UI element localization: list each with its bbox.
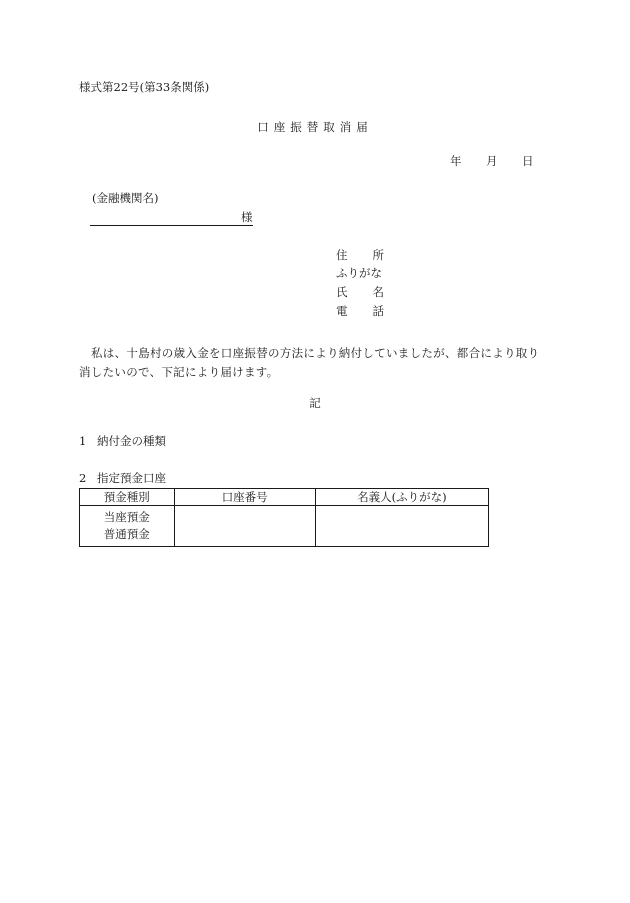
header-account-holder: 名義人(ふりがな) bbox=[315, 489, 488, 506]
deposit-type-current[interactable]: 当座預金 bbox=[103, 510, 150, 524]
deposit-type-ordinary[interactable]: 普通預金 bbox=[103, 527, 150, 541]
item-number: 1 bbox=[79, 434, 87, 448]
bank-name-field[interactable] bbox=[90, 210, 253, 226]
table-header-row bbox=[80, 489, 489, 506]
page-title: 口座振替取消届 bbox=[257, 120, 373, 134]
form-number: 様式第22号(第33条関係) bbox=[79, 80, 210, 94]
item-label: 納付金の種類 bbox=[97, 434, 166, 448]
account-number-cell[interactable] bbox=[174, 506, 315, 547]
date-year-label: 年 bbox=[450, 154, 462, 168]
body-paragraph: 私は、十島村の歳入金を口座振替の方法により納付していましたが、都合により取り消したいので、下記により届けます。 bbox=[79, 346, 540, 379]
item-designated-account bbox=[79, 473, 166, 485]
bank-name-label: (金融機関名) bbox=[92, 191, 159, 205]
name-label: 氏名 bbox=[336, 285, 384, 299]
furigana-label: ふりがな bbox=[336, 266, 382, 280]
ki-heading: 記 bbox=[309, 396, 321, 410]
date-day-label: 日 bbox=[522, 154, 534, 168]
date-month-label: 月 bbox=[486, 154, 498, 168]
address-label: 住所 bbox=[336, 248, 384, 262]
account-table bbox=[79, 488, 489, 547]
item-label: 指定預金口座 bbox=[97, 471, 166, 485]
telephone-label: 電話 bbox=[336, 304, 384, 318]
header-account-number: 口座番号 bbox=[174, 489, 315, 506]
item-number: 2 bbox=[79, 471, 87, 485]
bank-honorific: 様 bbox=[241, 210, 253, 224]
date-line bbox=[450, 156, 534, 168]
account-holder-cell[interactable] bbox=[315, 506, 488, 547]
item-payment-type bbox=[79, 436, 166, 448]
header-deposit-type: 預金種別 bbox=[80, 489, 175, 506]
deposit-type-cell[interactable] bbox=[80, 506, 175, 547]
table-row bbox=[80, 506, 489, 547]
